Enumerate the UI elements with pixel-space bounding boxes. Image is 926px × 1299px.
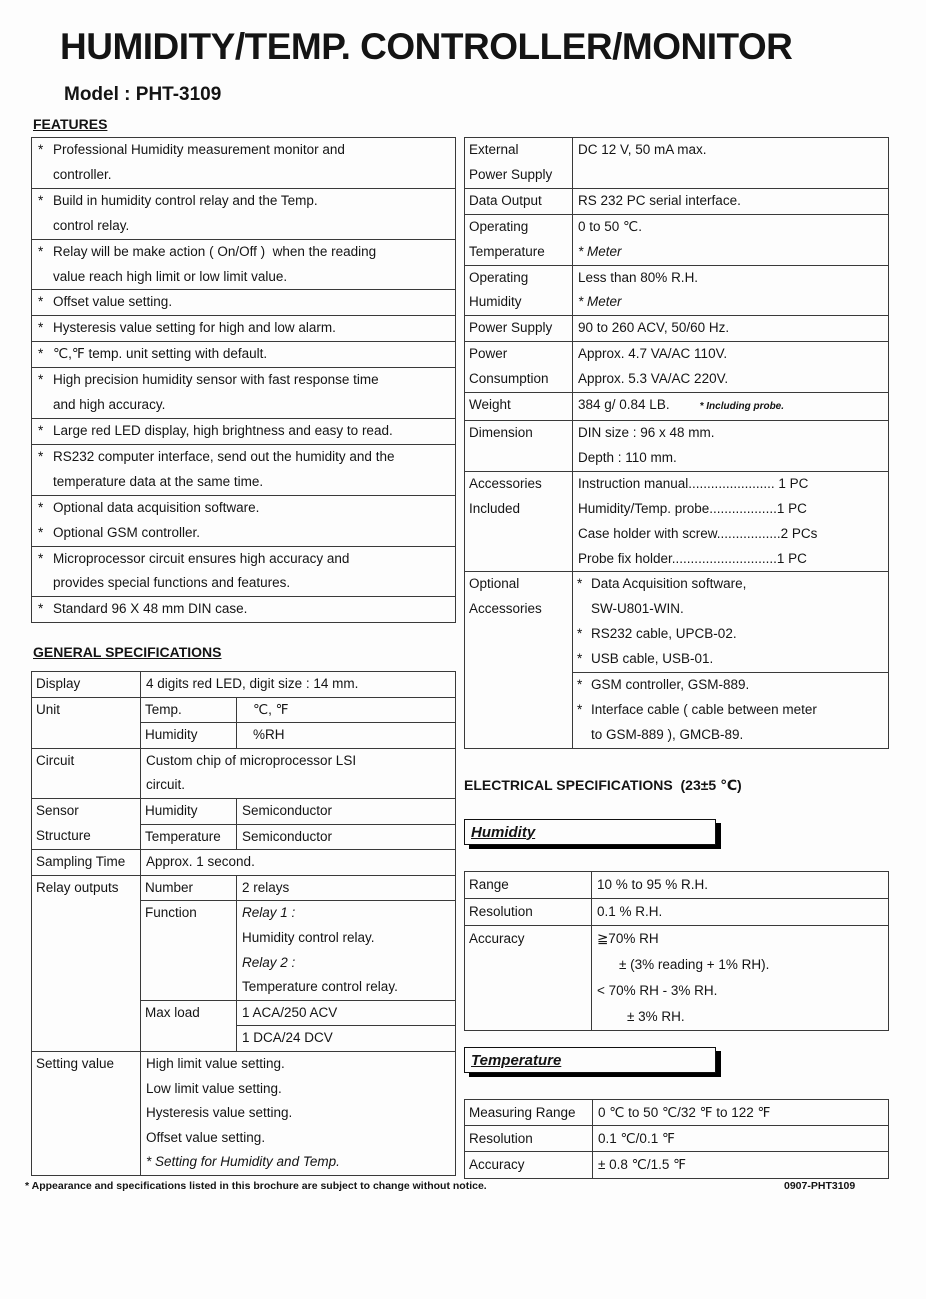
spec-label: Operating [469, 218, 529, 234]
humidity-value: 0.1 % R.H. [591, 899, 888, 925]
feature-item [32, 315, 455, 341]
optional-accessory-line: SW-U801-WIN. [591, 601, 684, 617]
spec-label: Power Supply [469, 320, 553, 336]
specifications-table [464, 137, 889, 749]
humidity-label: Resolution [469, 904, 533, 919]
bullet-asterisk: * [38, 422, 44, 438]
feature-text: value reach high limit or low limit value. [53, 268, 288, 284]
general-row-unit [32, 697, 455, 748]
relay-key: Number [145, 879, 194, 895]
relay-key: Function [145, 905, 197, 921]
general-label: Unit [36, 701, 61, 717]
unit-key: Temp. [145, 701, 182, 717]
feature-text: Hysteresis value setting for high and low alarm. [53, 320, 336, 336]
general-label: Circuit [36, 752, 75, 768]
feature-text: Build in humidity control relay and the Temp. [53, 192, 318, 208]
general-specifications-heading: GENERAL SPECIFICATIONS [33, 644, 222, 660]
temperature-spec-table [464, 1099, 889, 1179]
general-label: Display [36, 676, 81, 691]
spec-label: Temperature [469, 243, 545, 259]
bullet-asterisk: * [38, 142, 44, 157]
temperature-row-range [465, 1100, 888, 1125]
feature-text: Large red LED display, high brightness and easy to read. [53, 422, 393, 438]
accessory-line: Humidity/Temp. probe..................1 PC [578, 500, 807, 516]
bullet-asterisk: * [38, 372, 44, 388]
humidity-row-range [465, 872, 888, 898]
spec-value: Approx. 4.7 VA/AC 110V. [578, 346, 728, 362]
model-number: Model : PHT-3109 [64, 84, 222, 105]
feature-item [32, 188, 455, 239]
spec-row-operating-humidity [465, 265, 888, 316]
feature-item [32, 444, 455, 495]
unit-value: ℃, ℉ [236, 698, 455, 723]
footer-document-code: 0907-PHT3109 [784, 1180, 856, 1192]
spec-value: 0 to 50 ℃. [578, 218, 642, 234]
footer-disclaimer: * Appearance and specifications listed in this brochure are subject to change without notice. [25, 1180, 487, 1192]
bullet-asterisk: * [38, 243, 44, 259]
feature-text: High precision humidity sensor with fast response time [53, 372, 379, 388]
general-row-sampling-time [32, 849, 455, 875]
bullet-asterisk: * [38, 550, 44, 566]
accuracy-line: ± (3% reading + 1% RH). [619, 957, 770, 972]
spec-row-operating-temperature [465, 214, 888, 265]
setting-line: Offset value setting. [146, 1129, 266, 1145]
spec-label: Consumption [469, 371, 549, 387]
bullet-asterisk: * [577, 626, 583, 642]
feature-text: ℃,℉ temp. unit setting with default. [53, 346, 268, 362]
bullet-asterisk: * [577, 701, 583, 717]
general-label: Sampling Time [36, 854, 126, 870]
spec-label: Accessories [469, 601, 542, 617]
temperature-value: ± 0.8 ℃/1.5 ℉ [592, 1152, 888, 1177]
spec-label: Power [469, 346, 508, 362]
spec-value: DIN size : 96 x 48 mm. [578, 424, 715, 440]
accuracy-line: < 70% RH - 3% RH. [597, 983, 718, 998]
humidity-section-label: Humidity [471, 823, 536, 841]
weight-note: * Including probe. [699, 401, 785, 413]
relay-maxload-line: 1 ACA/250 ACV [242, 1004, 338, 1020]
unit-value: %RH [236, 723, 455, 748]
spec-value-note: * Meter [578, 243, 622, 259]
feature-text: Microprocessor circuit ensures high accuracy and [53, 550, 350, 566]
feature-text: Optional GSM controller. [53, 524, 201, 540]
spec-value: Depth : 110 mm. [578, 449, 677, 465]
humidity-value: 10 % to 95 % R.H. [591, 872, 888, 898]
general-specifications-table [31, 671, 456, 1176]
feature-text: and high accuracy. [53, 397, 166, 413]
feature-text: Relay will be make action ( On/Off ) when the reading [53, 243, 377, 259]
spec-row-power-consumption [465, 341, 888, 392]
temperature-label: Accuracy [469, 1157, 525, 1173]
temperature-value: 0.1 ℃/0.1 ℉ [592, 1126, 888, 1151]
accessory-line: Instruction manual....................... 1 PC [578, 475, 809, 491]
bullet-asterisk: * [577, 576, 583, 592]
general-value: circuit. [146, 777, 186, 793]
bullet-asterisk: * [38, 320, 44, 336]
accuracy-line: ± 3% RH. [627, 1009, 685, 1024]
sensor-key: Humidity [145, 802, 198, 818]
spec-value: Less than 80% R.H. [578, 269, 699, 285]
relay-value: 2 relays [236, 876, 455, 901]
bullet-asterisk: * [38, 448, 44, 464]
spec-label: Power Supply [469, 166, 553, 182]
feature-item [32, 367, 455, 418]
relay-key: Max load [145, 1004, 200, 1020]
feature-item [32, 546, 455, 597]
temperature-section-box [464, 1047, 716, 1073]
spec-row-data-output [465, 188, 888, 214]
optional-accessory-line: GSM controller, GSM-889. [591, 677, 750, 693]
feature-text: provides special functions and features. [53, 575, 291, 591]
feature-text: Standard 96 X 48 mm DIN case. [53, 601, 248, 617]
relay-function-line: Humidity control relay. [242, 929, 375, 945]
feature-item [32, 138, 455, 188]
optional-accessory-line: Data Acquisition software, [591, 576, 747, 592]
feature-item [32, 495, 455, 546]
spec-value: RS 232 PC serial interface. [578, 192, 741, 208]
temperature-row-accuracy [465, 1151, 888, 1177]
humidity-row-accuracy [465, 925, 888, 1030]
feature-item [32, 289, 455, 315]
features-heading: FEATURES [33, 116, 108, 132]
spec-row-external-power [465, 138, 888, 188]
feature-item [32, 596, 455, 622]
setting-line: Hysteresis value setting. [146, 1105, 293, 1121]
spec-row-optional-accessories [465, 571, 888, 747]
general-label: Sensor [36, 802, 79, 818]
features-table [31, 137, 456, 623]
general-label: Setting value [36, 1055, 115, 1071]
bullet-asterisk: * [577, 651, 583, 667]
humidity-spec-table [464, 871, 889, 1031]
spec-label: Operating [469, 269, 529, 285]
spec-value: 90 to 260 ACV, 50/60 Hz. [578, 320, 730, 336]
accessory-line: Case holder with screw.................2 PCs [578, 525, 818, 541]
general-value: 4 digits red LED, digit size : 14 mm. [140, 672, 455, 697]
spec-label: Dimension [469, 424, 533, 440]
spec-row-weight [465, 392, 888, 420]
sensor-value: Semiconductor [236, 825, 455, 850]
bullet-asterisk: * [38, 499, 44, 515]
page-title: HUMIDITY/TEMP. CONTROLLER/MONITOR [60, 26, 793, 67]
bullet-asterisk: * [38, 192, 44, 208]
bullet-asterisk: * [38, 294, 44, 310]
general-row-circuit [32, 748, 455, 798]
feature-text: temperature data at the same time. [53, 473, 264, 489]
spec-row-dimension [465, 420, 888, 471]
general-row-display [32, 672, 455, 697]
humidity-label: Accuracy [469, 931, 525, 946]
feature-item [32, 418, 455, 444]
general-label: Relay outputs [36, 879, 119, 895]
feature-text: Professional Humidity measurement monitor and [53, 142, 345, 157]
sensor-value: Semiconductor [236, 799, 455, 824]
setting-line: High limit value setting. [146, 1055, 285, 1071]
unit-key: Humidity [145, 727, 198, 743]
bullet-asterisk: * [38, 346, 44, 362]
accessory-line: Probe fix holder............................1 PC [578, 550, 807, 566]
feature-text: control relay. [53, 217, 130, 233]
humidity-row-resolution [465, 898, 888, 925]
relay-function-line: Relay 2 : [242, 954, 296, 970]
temperature-label: Resolution [469, 1131, 533, 1147]
feature-text: Optional data acquisition software. [53, 499, 260, 515]
feature-text: Offset value setting. [53, 294, 173, 310]
humidity-label: Range [469, 877, 509, 892]
temperature-label: Measuring Range [469, 1105, 576, 1120]
general-row-setting-value [32, 1051, 455, 1175]
bullet-asterisk: * [577, 677, 583, 693]
spec-label: Data Output [469, 192, 542, 208]
optional-accessory-line: RS232 cable, UPCB-02. [591, 626, 737, 642]
feature-item [32, 341, 455, 367]
spec-row-accessories-included [465, 471, 888, 572]
spec-label: Included [469, 500, 521, 516]
optional-accessory-line: USB cable, USB-01. [591, 651, 714, 667]
general-row-relay-outputs [32, 875, 455, 1051]
optional-accessory-line: Interface cable ( cable between meter [591, 701, 817, 717]
accuracy-line: ≧70% RH [597, 931, 659, 946]
electrical-specifications-heading: ELECTRICAL SPECIFICATIONS (23±5 ℃) [464, 777, 742, 793]
spec-label: Weight [469, 397, 511, 413]
spec-value: Approx. 5.3 VA/AC 220V. [578, 371, 729, 387]
general-value: Custom chip of microprocessor LSI [146, 752, 357, 768]
spec-value: 384 g/ 0.84 LB. [578, 397, 670, 413]
humidity-section-box [464, 819, 716, 845]
general-label: Structure [36, 827, 91, 843]
spec-label: Humidity [469, 294, 522, 310]
feature-item [32, 239, 455, 290]
spec-label: Optional [469, 576, 520, 592]
spec-label: External [469, 142, 519, 157]
feature-text: controller. [53, 166, 112, 182]
spec-value-note: * Meter [578, 294, 622, 310]
general-value: Approx. 1 second. [140, 850, 455, 875]
sensor-key: Temperature [145, 828, 221, 844]
bullet-asterisk: * [38, 601, 44, 617]
temperature-value: 0 ℃ to 50 ℃/32 ℉ to 122 ℉ [592, 1100, 888, 1125]
setting-line: Low limit value setting. [146, 1080, 282, 1096]
temperature-row-resolution [465, 1125, 888, 1151]
spec-label: Accessories [469, 475, 542, 491]
temperature-section-label: Temperature [471, 1051, 562, 1069]
setting-note: * Setting for Humidity and Temp. [146, 1154, 340, 1170]
general-row-sensor-structure [32, 798, 455, 849]
optional-accessory-line: to GSM-889 ), GMCB-89. [591, 726, 744, 742]
relay-function-line: Temperature control relay. [242, 979, 398, 995]
spec-value: DC 12 V, 50 mA max. [578, 142, 707, 157]
spec-row-power-supply [465, 315, 888, 341]
bullet-asterisk: * [38, 524, 44, 540]
relay-maxload-line: 1 DCA/24 DCV [237, 1025, 455, 1051]
feature-text: RS232 computer interface, send out the humidity and the [53, 448, 395, 464]
relay-function-line: Relay 1 : [242, 905, 296, 921]
